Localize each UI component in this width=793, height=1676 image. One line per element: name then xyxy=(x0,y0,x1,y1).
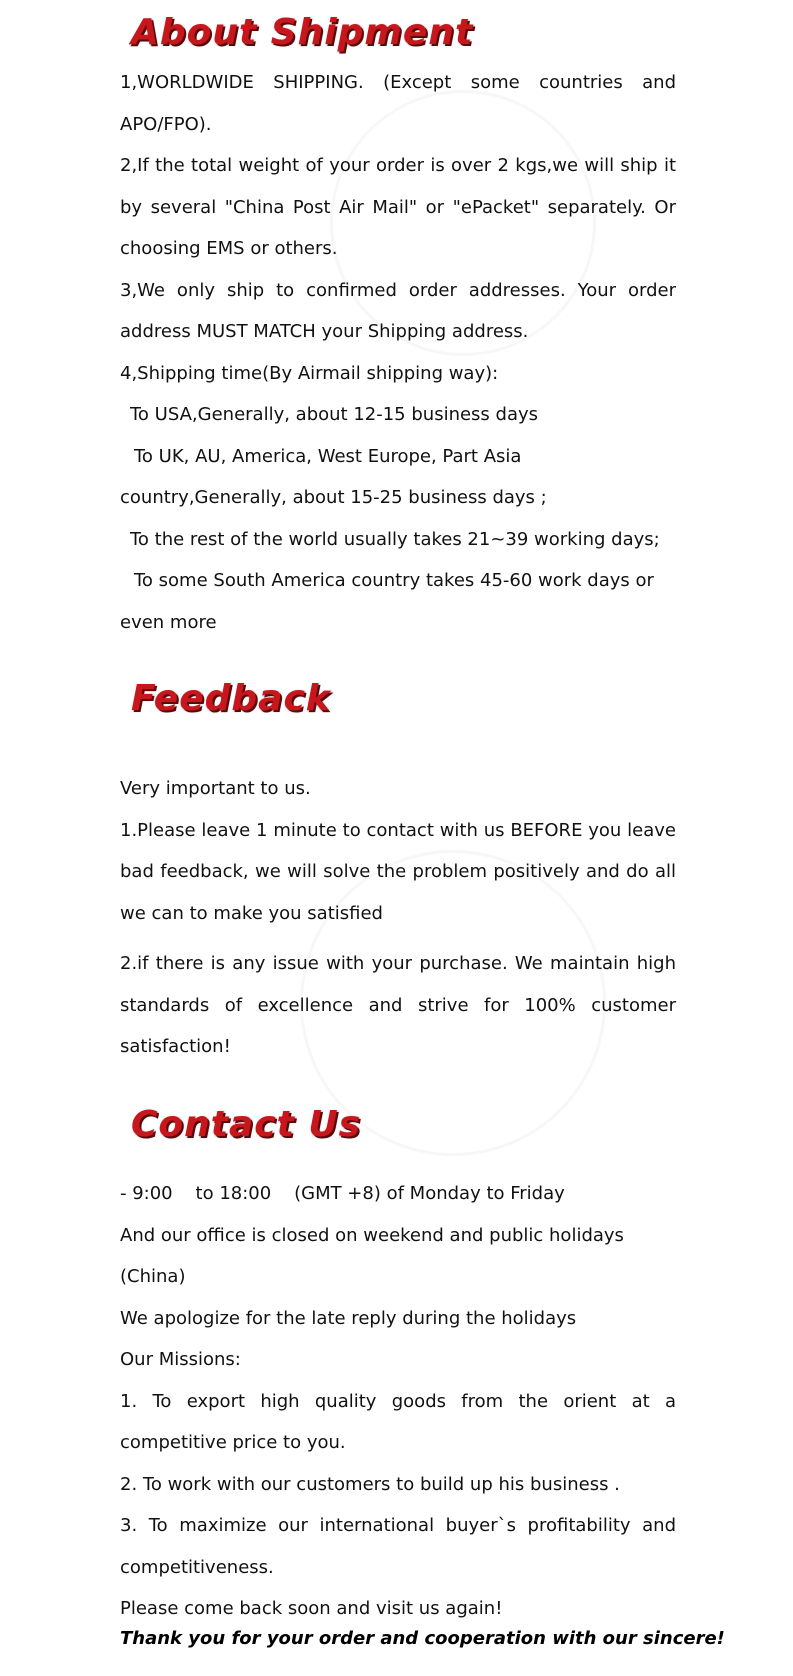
contact-item: 1. To export high quality goods from the orient at a competitive price to you. xyxy=(120,1390,676,1453)
closing-message: Thank you for your order and cooperation with our sincere! xyxy=(120,1628,725,1649)
shipment-item: 1,WORLDWIDE SHIPPING. (Except some countries and APO/FPO). xyxy=(120,72,676,135)
shipment-item xyxy=(120,560,676,643)
shipment-item-text: To UK, AU, America, West Europe, Part Asia country,Generally, about 15-25 business days ; xyxy=(120,445,547,508)
contact-heading: Contact Us xyxy=(131,1104,362,1145)
hours-timezone: (GMT +8) of Monday to Friday xyxy=(294,1183,565,1204)
feedback-item: 2.if there is any issue with your purchase. We maintain high standards of excellence and strive for 100% customer satisfaction! xyxy=(120,953,676,1057)
shipment-item xyxy=(120,436,676,519)
shipment-item: 4,Shipping time(By Airmail shipping way): xyxy=(120,362,499,384)
contact-item: Our Missions: xyxy=(120,1349,241,1370)
shipment-item: 2,If the total weight of your order is over 2 kgs,we will ship it by several "China Post Air Mail" or "ePacket" separately. Or choosing EMS or others. xyxy=(120,155,676,259)
contact-item: Please come back soon and visit us again! xyxy=(120,1598,503,1619)
contact-hours xyxy=(120,1173,676,1215)
contact-item: And our office is closed on weekend and public holidays (China) xyxy=(120,1224,624,1287)
shipment-heading: About Shipment xyxy=(131,12,474,53)
shipment-section xyxy=(120,62,676,643)
hours-start: - 9:00 xyxy=(120,1183,173,1204)
contact-section xyxy=(120,1173,676,1630)
feedback-section xyxy=(120,768,676,1068)
contact-item: 3. To maximize our international buyer`s profitability and competitiveness. xyxy=(120,1515,676,1578)
hours-end: to 18:00 xyxy=(195,1183,272,1204)
shipment-item-text: To some South America country takes 45-60 work days or even more xyxy=(120,570,654,633)
contact-item: We apologize for the late reply during the holidays xyxy=(120,1307,577,1329)
shipment-item: To USA,Generally, about 12-15 business days xyxy=(130,404,539,425)
contact-item: 2. To work with our customers to build up his business . xyxy=(120,1473,620,1495)
feedback-heading: Feedback xyxy=(131,678,331,719)
shipment-item: 3,We only ship to confirmed order addresses. Your order address MUST MATCH your Shipping address. xyxy=(120,279,676,342)
feedback-item: 1.Please leave 1 minute to contact with us BEFORE you leave bad feedback, we will solve the problem positively and do all we can to make you satisfied xyxy=(120,819,676,924)
feedback-item: Very important to us. xyxy=(120,778,311,799)
shipment-item: To the rest of the world usually takes 21~39 working days; xyxy=(130,528,660,550)
